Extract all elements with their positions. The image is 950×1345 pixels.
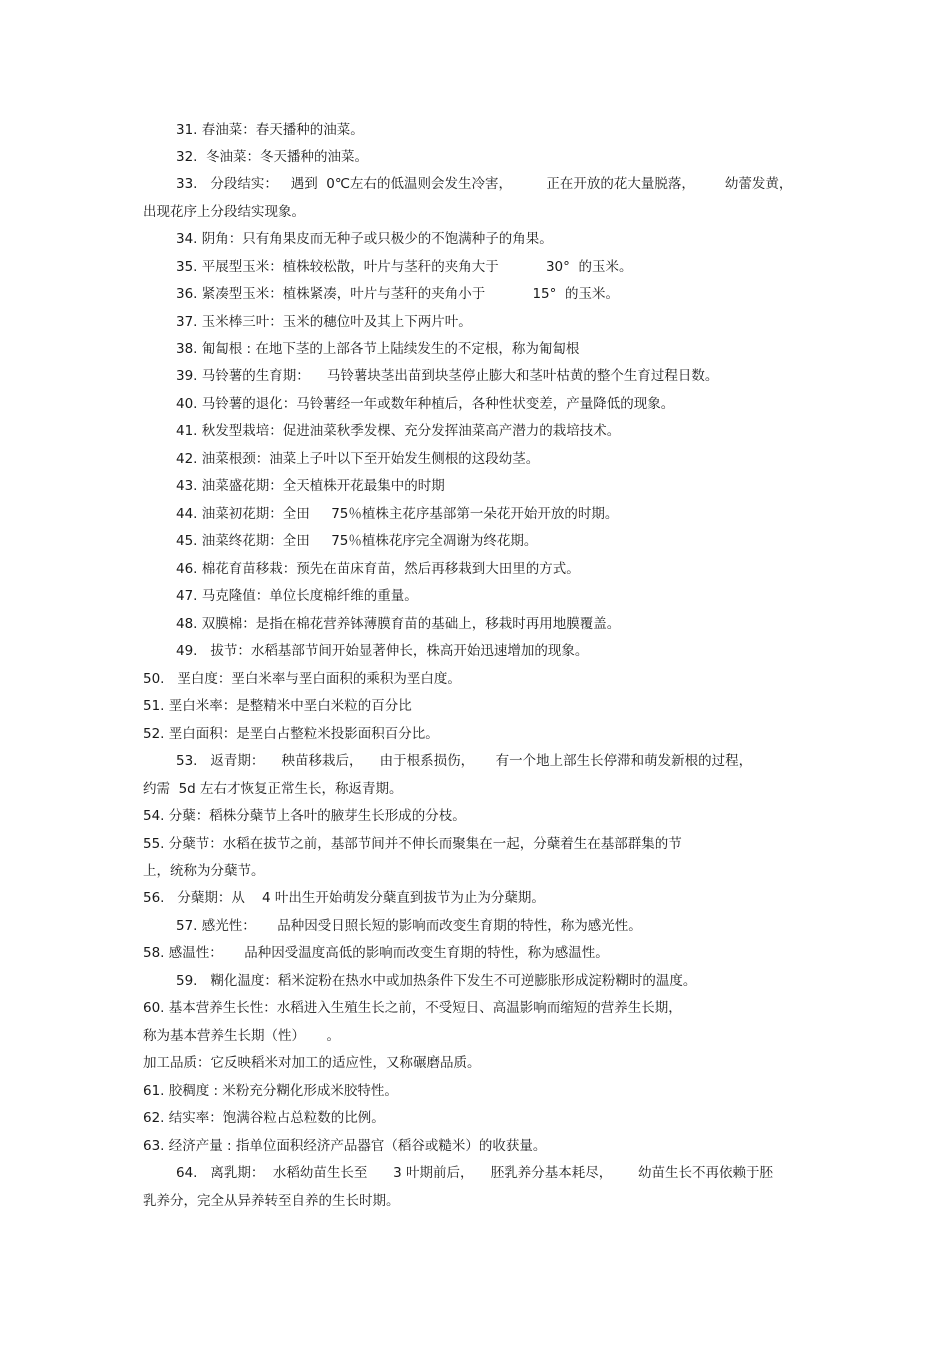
text-line: 58. 感温性： 品种因受温度高低的影响而改变生育期的特性，称为感温性。 bbox=[143, 945, 609, 961]
text-line: 加工品质：它反映稻米对加工的适应性，又称碾磨品质。 bbox=[143, 1055, 481, 1071]
text-line: 33. 分段结实： 遇到 0℃左右的低温则会发生冷害， 正在开放的花大量脱落， 幼蕾发黄， bbox=[176, 176, 793, 192]
text-line: 51. 垩白米率：是整精米中垩白米粒的百分比 bbox=[143, 698, 412, 714]
text-line: 34. 阴角：只有角果皮而无种子或只极少的不饱满种子的角果。 bbox=[176, 231, 553, 247]
text-line: 48. 双膜棉：是指在棉花营养钵薄膜育苗的基础上，移栽时再用地膜覆盖。 bbox=[176, 616, 621, 632]
text-line: 出现花序上分段结实现象。 bbox=[143, 204, 305, 220]
text-line: 52. 垩白面积：是垩白占整粒米投影面积百分比。 bbox=[143, 726, 439, 742]
text-line: 41. 秋发型栽培：促进油菜秋季发棵、充分发挥油菜高产潜力的栽培技术。 bbox=[176, 423, 621, 439]
text-line: 37. 玉米棒三叶：玉米的穗位叶及其上下两片叶。 bbox=[176, 314, 472, 330]
text-line: 38. 匍匐根 : 在地下茎的上部各节上陆续发生的不定根，称为匍匐根 bbox=[176, 341, 580, 357]
text-line: 46. 棉花育苗移栽：预先在苗床育苗，然后再移栽到大田里的方式。 bbox=[176, 561, 580, 577]
text-line: 上，统称为分蘖节。 bbox=[143, 863, 265, 879]
text-line: 49. 拔节：水稻基部节间开始显著伸长，株高开始迅速增加的现象。 bbox=[176, 643, 589, 659]
text-line: 57. 感光性： 品种因受日照长短的影响而改变生育期的特性，称为感光性。 bbox=[176, 918, 642, 934]
text-line: 40. 马铃薯的退化：马铃薯经一年或数年种植后，各种性状变差，产量降低的现象。 bbox=[176, 396, 675, 412]
text-line: 乳养分，完全从异养转至自养的生长时期。 bbox=[143, 1193, 400, 1209]
text-line: 42. 油菜根颈：油菜上子叶以下至开始发生侧根的这段幼茎。 bbox=[176, 451, 540, 467]
text-line: 53. 返青期： 秧苗移栽后， 由于根系损伤， 有一个地上部生长停滞和萌发新根的过程， bbox=[176, 753, 753, 769]
text-line: 35. 平展型玉米：植株较松散，叶片与茎秆的夹角大于 30° 的玉米。 bbox=[176, 259, 633, 275]
text-line: 31. 春油菜：春天播种的油菜。 bbox=[176, 122, 364, 138]
text-line: 54. 分蘖：稻株分蘖节上各叶的腋芽生长形成的分枝。 bbox=[143, 808, 466, 824]
text-line: 约需 5d 左右才恢复正常生长，称返青期。 bbox=[143, 781, 403, 797]
text-line: 32. 冬油菜：冬天播种的油菜。 bbox=[176, 149, 369, 165]
text-line: 称为基本营养生长期（性） 。 bbox=[143, 1028, 340, 1044]
text-line: 50. 垩白度：垩白米率与垩白面积的乘积为垩白度。 bbox=[143, 671, 461, 687]
text-line: 56. 分蘖期：从 4 叶出生开始萌发分蘖直到拔节为止为分蘖期。 bbox=[143, 890, 545, 906]
text-line: 55. 分蘖节：水稻在拔节之前，基部节间并不伸长而聚集在一起，分蘖着生在基部群集的节 bbox=[143, 836, 682, 852]
text-line: 64. 离乳期： 水稻幼苗生长至 3 叶期前后， 胚乳养分基本耗尽， 幼苗生长不再依赖于胚 bbox=[176, 1165, 773, 1181]
text-line: 63. 经济产量 : 指单位面积经济产品器官（稻谷或糙米）的收获量。 bbox=[143, 1138, 547, 1154]
text-line: 43. 油菜盛花期：全天植株开花最集中的时期 bbox=[176, 478, 445, 494]
text-line: 59. 糊化温度：稻米淀粉在热水中或加热条件下发生不可逆膨胀形成淀粉糊时的温度。 bbox=[176, 973, 697, 989]
text-line: 44. 油菜初花期：全田 75％植株主花序基部第一朵花开始开放的时期。 bbox=[176, 506, 619, 522]
text-line: 61. 胶稠度 : 米粉充分糊化形成米胶特性。 bbox=[143, 1083, 398, 1099]
text-line: 39. 马铃薯的生育期： 马铃薯块茎出苗到块茎停止膨大和茎叶枯黄的整个生育过程日数。 bbox=[176, 368, 719, 384]
text-line: 45. 油菜终花期：全田 75％植株花序完全凋谢为终花期。 bbox=[176, 533, 538, 549]
text-line: 36. 紧凑型玉米：植株紧凑，叶片与茎秆的夹角小于 15° 的玉米。 bbox=[176, 286, 619, 302]
text-line: 60. 基本营养生长性：水稻进入生殖生长之前，不受短日、高温影响而缩短的营养生长期， bbox=[143, 1000, 682, 1016]
text-line: 47. 马克隆值：单位长度棉纤维的重量。 bbox=[176, 588, 418, 604]
text-line: 62. 结实率：饱满谷粒占总粒数的比例。 bbox=[143, 1110, 385, 1126]
